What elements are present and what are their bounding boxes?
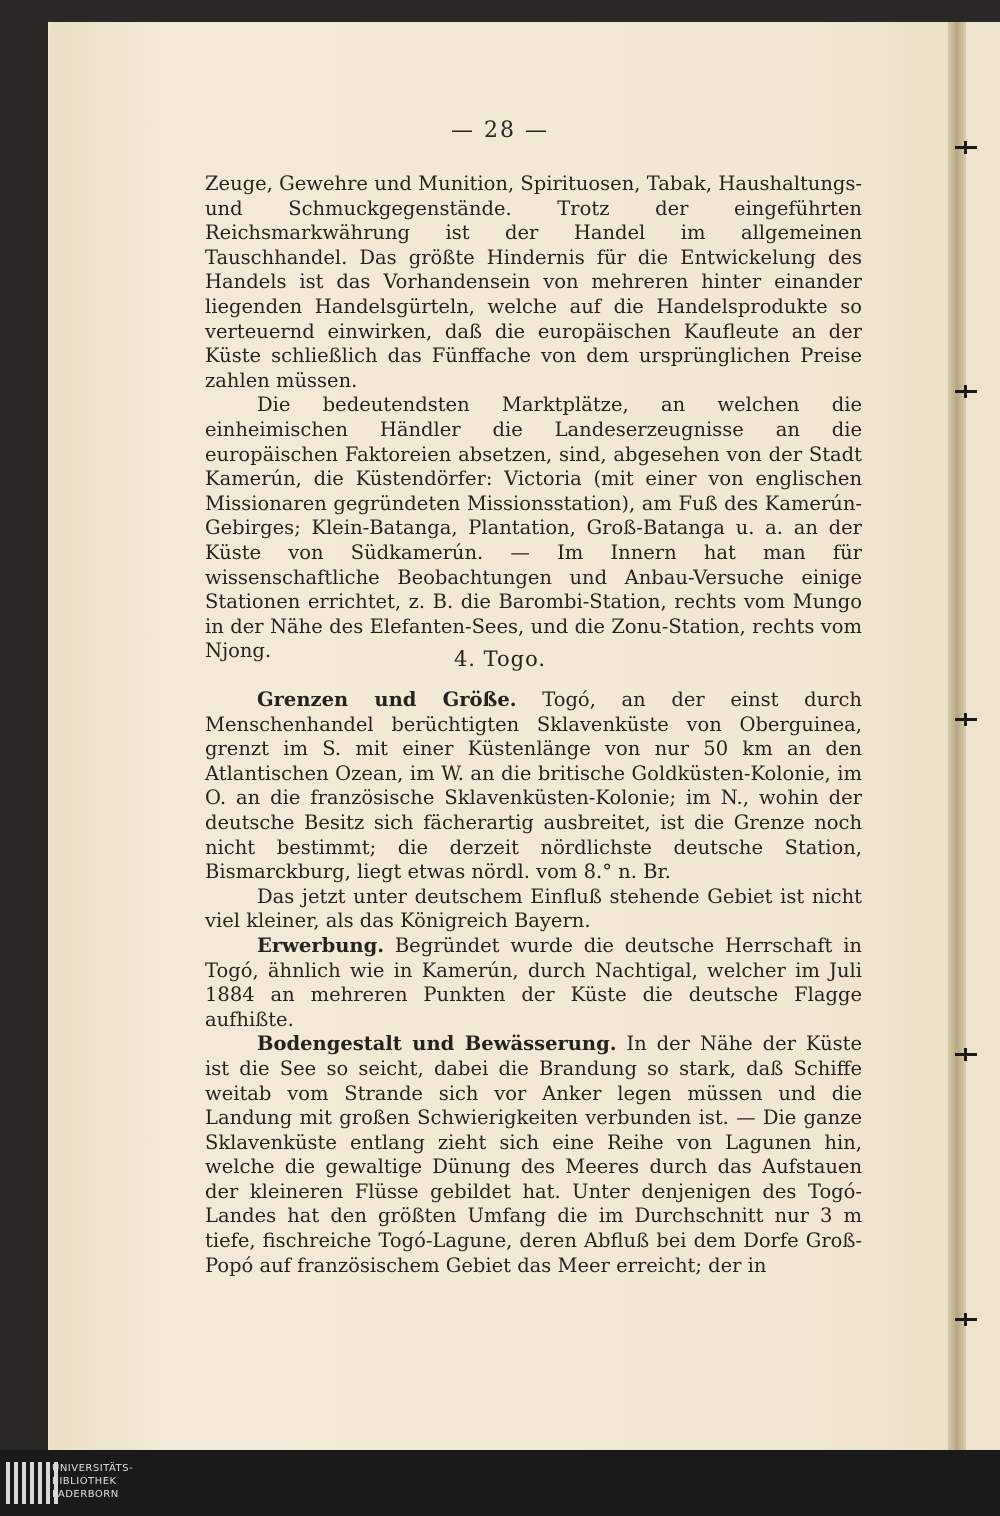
- paragraph: [205, 688, 862, 885]
- logo-line: UNIVERSITÄTS-: [52, 1463, 134, 1474]
- ruler-tick: [955, 146, 977, 149]
- section-heading: 4. Togo.: [453, 647, 547, 671]
- scan-border-top: [0, 0, 1000, 22]
- footer-bar: [0, 1450, 1000, 1516]
- logo-line: PADERBORN: [52, 1489, 119, 1500]
- ruler-tick: [955, 390, 977, 393]
- scan-border-left: [0, 0, 48, 1450]
- paragraph: [205, 1032, 862, 1278]
- paragraph-body: Togó, an der einst durch Menschenhandel berüchtigten Sklavenküste von Oberguinea, grenzt im S. mit einer Küstenlänge von nur 50 km an den Atlantischen Ozean, im W. an die britische Goldküsten-Kolonie, im O. an die französische Sklavenküsten-Kolonie; im N., wohin der deutsche Besitz sich fächerartig ausbreitet, ist die Grenze noch nicht bestimmt; die derzeit nördlichste deutsche Station, Bismarckburg, liegt etwas nördl. vom 8.° n. Br.: [205, 688, 862, 884]
- logo-line: BIBLIOTHEK: [52, 1476, 117, 1487]
- paragraph: [205, 885, 862, 934]
- paragraph-body: Begründet wurde die deutsche Herrschaft in Togó, ähnlich wie in Kamerún, durch Nachtigal, welcher im Juli 1884 an mehreren Punkten der Küste die deutsche Flagge aufhißte.: [205, 933, 862, 1031]
- ruler-tick: [955, 1318, 977, 1321]
- library-logo-icon: [6, 1462, 58, 1504]
- binding-fold: [948, 22, 966, 1450]
- ruler-tick: [955, 718, 977, 721]
- paragraph-body: In der Nähe der Küste ist die See so seicht, dabei die Brandung so stark, daß Schiffe weitab vom Strande sich vor Anker legen müssen und die Landung mit großen Schwierigkeiten verbunden ist. — Die ganze Sklavenküste entlang zieht sich eine Reihe von Lagunen hin, welche die gewaltige Dünung des Meeres durch das Aufstauen der kleineren Flüsse gebildet hat. Unter denjenigen des Togó-Landes hat den größten Umfang die im Durchschnitt nur 3 m tiefe, fischreiche Togó-Lagune, deren Abfluß bei dem Dorfe Groß-Popó auf französischem Gebiet das Meer erreicht; der in: [205, 1032, 863, 1277]
- page-number: — 28 —: [451, 118, 549, 143]
- body-text-top: [205, 172, 862, 664]
- library-logo-text: [52, 1462, 133, 1501]
- paragraph-body: Das jetzt unter deutschem Einfluß stehende Gebiet ist nicht viel kleiner, als das Königreich Bayern.: [205, 884, 862, 933]
- paragraph: Die bedeutendsten Marktplätze, an welchen die einheimischen Händler die Landeserzeugnisse an die europäischen Faktoreien absetzen, sind, abgesehen von der Stadt Kamerún, die Küstendörfer: Victoria (mit einer von englischen Missionaren gegründeten Missionsstation), am Fuß des Kamerún-Gebirges; Klein-Batanga, Plantation, Groß-Batanga u. a. an der Küste von Südkamerún. — Im Innern hat man für wissenschaftliche Beobachtungen und Anbau-Versuche einige Stationen errichtet, z. B. die Barombi-Station, rechts vom Mungo in der Nähe des Elefanten-Sees, und die Zonu-Station, rechts vom Njong.: [205, 393, 862, 663]
- paragraph: Zeuge, Gewehre und Munition, Spirituosen, Tabak, Haushaltungs- und Schmuckgegenstände. Trotz der eingeführten Reichsmarkwährung ist der Handel im allgemeinen Tauschhandel. Das größte Hindernis für die Entwickelung des Handels ist das Vorhandensein von mehreren hinter einander liegenden Handelsgürteln, welche auf die Handelsprodukte so verteuernd einwirken, daß die europäischen Kaufleute an der Küste schließlich das Fünffache von dem ursprünglichen Preise zahlen müssen.: [205, 172, 862, 392]
- ruler-tick: [955, 1053, 977, 1056]
- paragraph-lead: Grenzen und Größe.: [257, 688, 517, 711]
- next-page-edge: [966, 22, 1000, 1450]
- paragraph: [205, 934, 862, 1032]
- body-text-togo: [205, 688, 862, 1278]
- paragraph-lead: Bodengestalt und Bewässerung.: [257, 1032, 617, 1056]
- paragraph-lead: Erwerbung.: [257, 933, 385, 957]
